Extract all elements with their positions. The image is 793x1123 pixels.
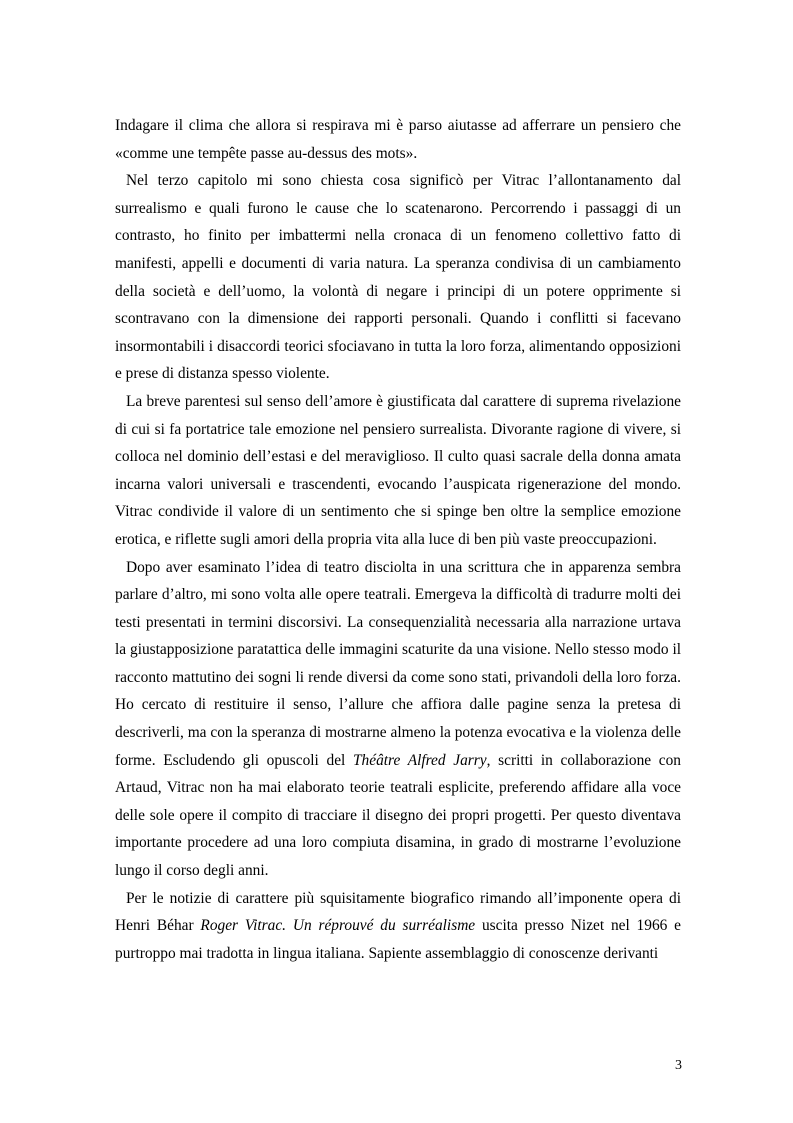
page-number: 3 — [675, 1058, 682, 1073]
paragraph-5-text-after: uscita presso Nizet nel 1966 e purtroppo mai tradotta in lingua italiana. Sapiente assemblaggio di conoscenze derivanti — [115, 917, 681, 962]
paragraph-3: La breve parentesi sul senso dell’amore è giustificata dal carattere di suprema rivelazione di cui si fa portatrice tale emozione nel pensiero surrealista. Divorante ragione di vivere, si colloca nel dominio dell’estasi e del meraviglioso. Il culto quasi sacrale della donna amata incarna valori universali e trascendenti, evocando l’auspicata rigenerazione del mondo. Vitrac condivide il valore di un sentimento che si spinge ben oltre la semplice emozione erotica, e riflette sugli amori della propria vita alla luce di ben più vaste preoccupazioni. — [115, 392, 681, 548]
paragraph-4-text-before: Dopo aver esaminato l’idea di teatro disciolta in una scrittura che in apparenza sembra parlare d’altro, mi sono volta alle opere teatrali. Emergeva la difficoltà di tradurre molti dei testi presentati in termini discorsivi. La consequenzialità necessaria alla narrazione urtava la giustapposizione paratattica delle immagini scaturite da una visione. Nello stesso modo il racconto mattutino dei sogni li rende diversi da come sono stati, privandoli della loro forza. Ho cercato di restituire il senso, l’allure che affiora dalle pagine senza la pretesa di descriverli, ma con la speranza di mostrarne almeno la potenza evocativa e la violenza delle forme. Escludendo gli opuscoli del — [115, 558, 681, 769]
paragraph-4-title-italic: Théâtre Alfred Jarry — [352, 751, 487, 769]
paragraph-5-title-italic: Roger Vitrac. Un réprouvé du surréalisme — [200, 917, 476, 935]
paragraph-5 — [115, 885, 681, 968]
paragraph-5-text-before: Per le notizie di carattere più squisitamente biografico rimando all’imponente opera di Henri Béhar — [115, 889, 681, 935]
paragraph-1: Indagare il clima che allora si respirava mi è parso aiutasse ad afferrare un pensiero che «comme une tempête passe au-dessus des mots». — [115, 117, 681, 162]
body-text — [115, 112, 681, 967]
paragraph-4 — [115, 554, 681, 885]
paragraph-2: Nel terzo capitolo mi sono chiesta cosa significò per Vitrac l’allontanamento dal surrealismo e quali furono le cause che lo scatenarono. Percorrendo i passaggi di un contrasto, ho finito per imbattermi nella cronaca di un fenomeno collettivo fatto di manifesti, appelli e documenti di varia natura. La speranza condivisa di un cambiamento della società e dell’uomo, la volontà di negare i principi di un potere opprimente si scontravano con la dimensione dei rapporti personali. Quando i conflitti si facevano insormontabili i disaccordi teorici sfociavano in tutta la loro forza, alimentando opposizioni e prese di distanza spesso violente. — [115, 172, 681, 383]
paragraph-4-text-after: , scritti in collaborazione con Artaud, Vitrac non ha mai elaborato teorie teatrali esplicite, preferendo affidare alla voce delle sole opere il compito di tracciare il disegno dei propri progetti. Per questo diventava importante procedere ad una loro compiuta disamina, in grado di mostrarne l’evoluzione lungo il corso degli anni. — [115, 751, 681, 880]
